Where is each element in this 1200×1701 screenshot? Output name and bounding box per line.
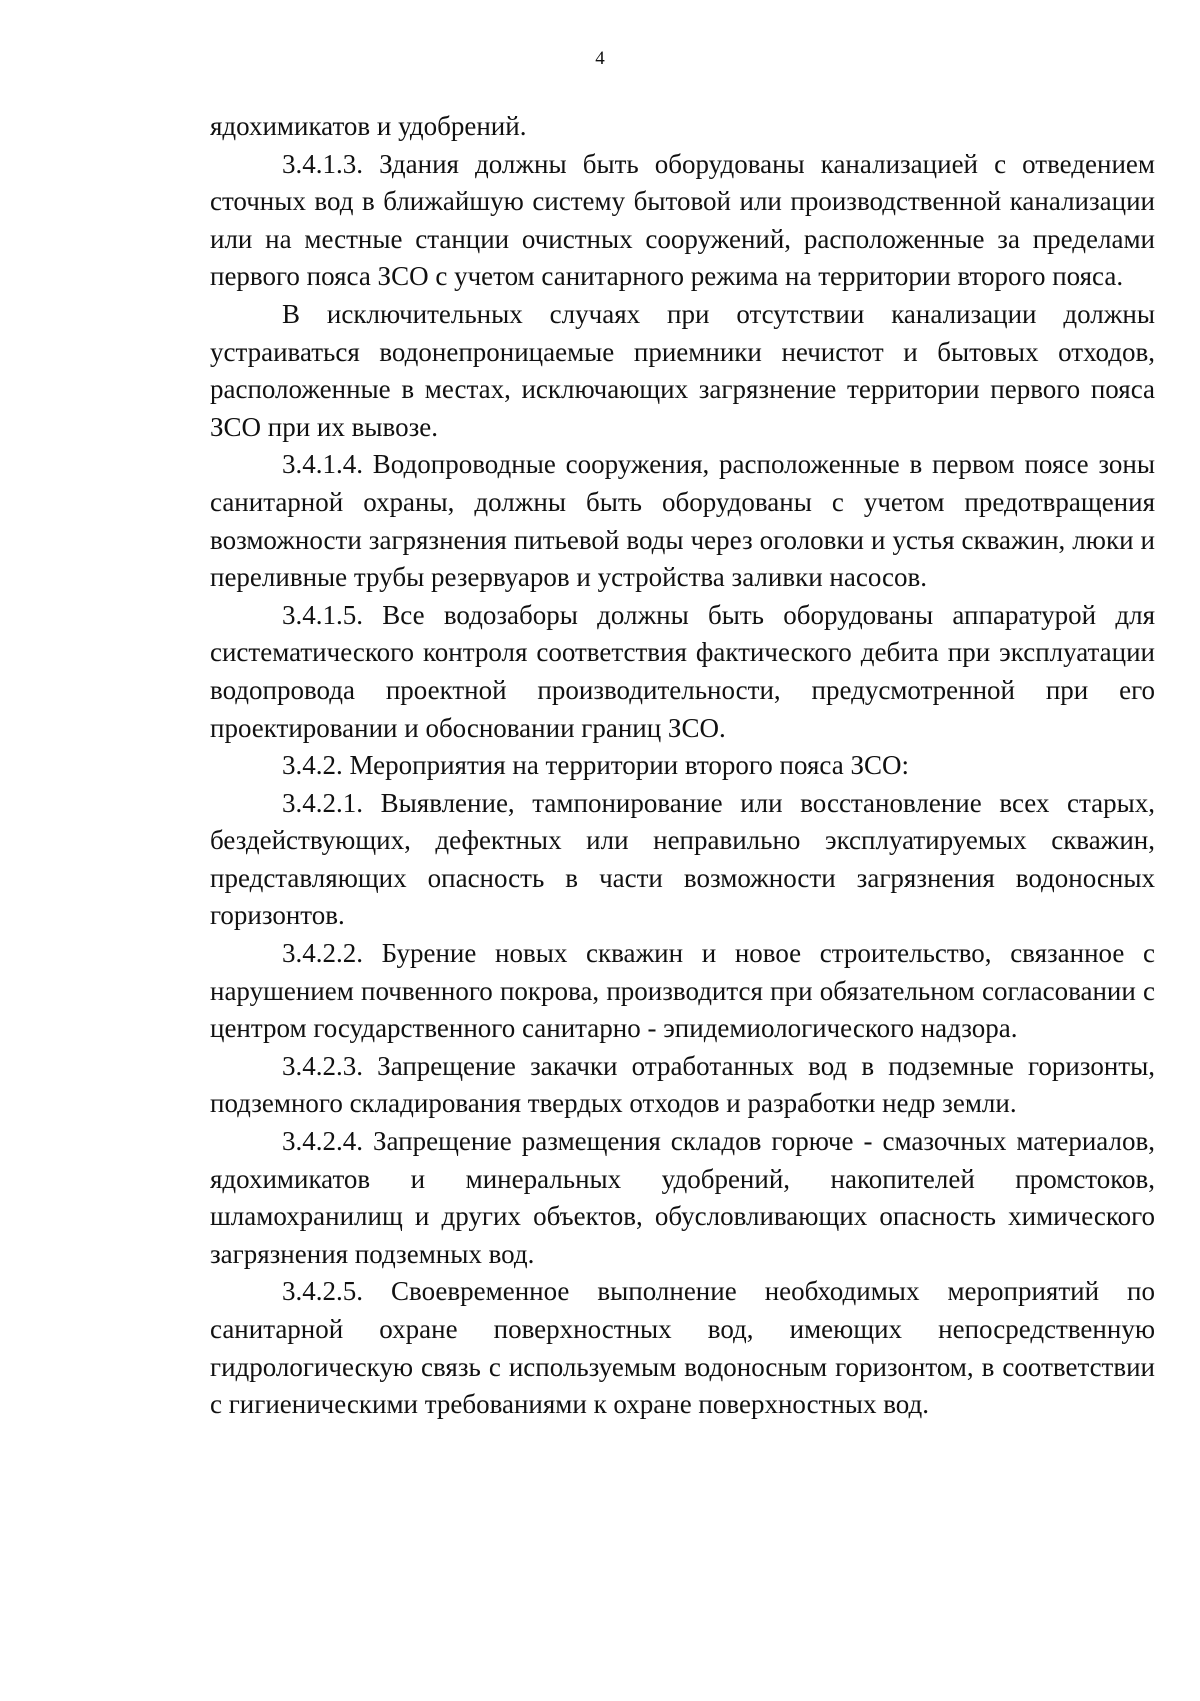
paragraph-3-4-2: 3.4.2. Мероприятия на территории второго пояса ЗСО:	[282, 750, 909, 781]
paragraph-exceptional-cases: В исключительных случаях при отсутствии канализации должны устраиваться водонепроницаемые приемники нечистот и бытовых отходов, расположенные в местах, исключающих загрязнение территории первого пояса ЗСО при их вывозе.	[210, 298, 1155, 442]
paragraph-3-4-2-2: 3.4.2.2. Бурение новых скважин и новое строительство, связанное с нарушением почвенного покрова, производится при обязательном согласовании с центром государственного санитарно - эпидемиологического надзора.	[210, 938, 1155, 1044]
paragraph-3-4-2-5: 3.4.2.5. Своевременное выполнение необходимых мероприятий по санитарной охране поверхностных вод, имеющих непосредственную гидрологическую связь с используемым водоносным горизонтом, в соответствии с гигиеническими требованиями к охране поверхностных вод.	[210, 1276, 1155, 1420]
paragraph-3-4-2-4: 3.4.2.4. Запрещение размещения складов горюче - смазочных материалов, ядохимикатов и минеральных удобрений, накопителей промстоков, шламохранилищ и других объектов, обусловливающих опасность химического загрязнения подземных вод.	[210, 1126, 1155, 1269]
paragraph-3-4-2-1: 3.4.2.1. Выявление, тампонирование или восстановление всех старых, бездействующих, дефектных или неправильно эксплуатируемых скважин, представляющих опасность в части возможности загрязнения водоносных горизонтов.	[210, 787, 1155, 931]
paragraph-3-4-2-3: 3.4.2.3. Запрещение закачки отработанных вод в подземные горизонты, подземного складирования твердых отходов и разработки недр земли.	[210, 1050, 1155, 1119]
document-body	[210, 108, 1155, 1424]
paragraph-3-4-1-4: 3.4.1.4. Водопроводные сооружения, расположенные в первом поясе зоны санитарной охраны, должны быть оборудованы с учетом предотвращения возможности загрязнения питьевой воды через оголовки и устья скважин, люки и переливные трубы резервуаров и устройства заливки насосов.	[210, 449, 1155, 593]
paragraph-3-4-1-5: 3.4.1.5. Все водозаборы должны быть оборудованы аппаратурой для систематического контроля соответствия фактического дебита при эксплуатации водопровода проектной производительности, предусмотренной при его проектировании и обосновании границ ЗСО.	[210, 599, 1155, 743]
paragraph-3-4-1-3: 3.4.1.3. Здания должны быть оборудованы канализацией с отведением сточных вод в ближайшую систему бытовой или производственной канализации или на местные станции очистных сооружений, расположенные за пределами первого пояса ЗСО с учетом санитарного режима на территории второго пояса.	[210, 148, 1155, 292]
paragraph-continuation: ядохимикатов и удобрений.	[210, 111, 527, 141]
page-number: 4	[595, 48, 605, 69]
